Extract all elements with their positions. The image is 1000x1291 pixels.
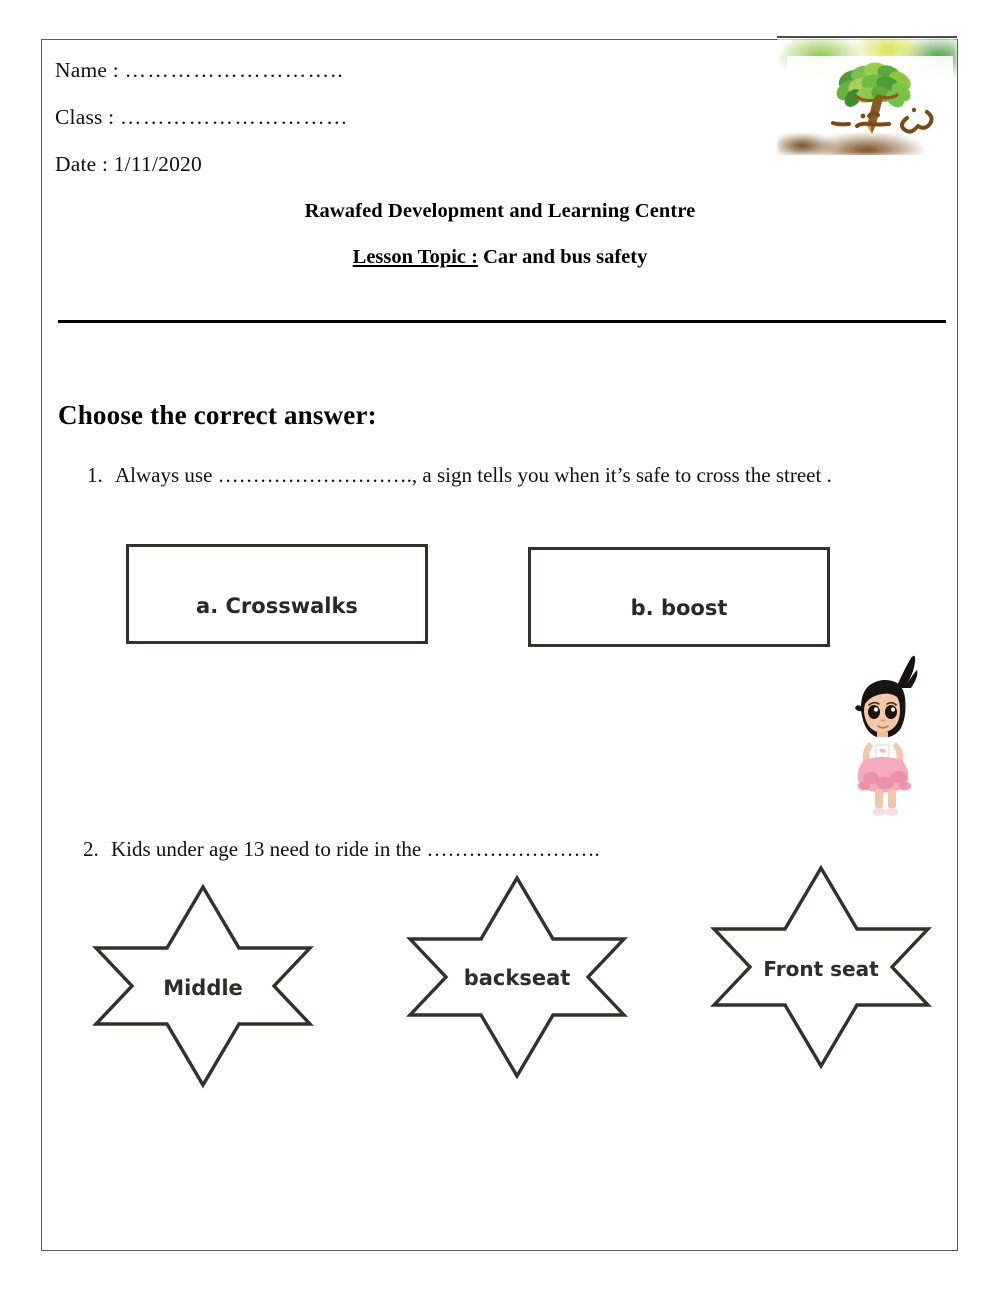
option-q1-b[interactable] [528, 547, 830, 647]
tree-logo-graphic [777, 38, 957, 155]
horizontal-divider [58, 320, 946, 323]
question-1-number: 1. [87, 463, 103, 487]
lesson-topic-line [0, 246, 1000, 269]
option-q1-b-label: b. boost [630, 596, 728, 620]
cartoon-girl-illustration [833, 650, 941, 821]
name-dotted-line[interactable]: ……………………….. [124, 58, 345, 82]
option-q1-a-label: a. Crosswalks [196, 594, 358, 618]
option-q2-backseat[interactable] [401, 866, 633, 1088]
option-q1-a[interactable] [126, 544, 428, 644]
date-field-row [55, 152, 202, 177]
question-1 [87, 463, 832, 488]
option-q2-middle[interactable] [87, 875, 319, 1097]
name-field-row [55, 58, 344, 83]
question-2-number: 2. [83, 837, 99, 861]
centre-title: Rawafed Development and Learning Centre [304, 200, 696, 222]
question-2-text: Kids under age 13 need to ride in the ……………………. [111, 837, 600, 861]
class-label: Class : [55, 105, 120, 129]
option-q2-front-seat[interactable] [705, 856, 937, 1078]
cartoon-girl-graphic [833, 650, 941, 821]
date-label: Date : [55, 152, 114, 176]
date-value: 1/11/2020 [113, 152, 202, 176]
question-2 [83, 837, 600, 862]
name-label: Name : [55, 58, 125, 82]
class-dotted-line[interactable]: ………………………… [119, 105, 349, 129]
option-q2-backseat-label: backseat [463, 966, 571, 990]
lesson-topic-value: Car and bus safety [477, 246, 648, 268]
class-field-row [55, 105, 349, 130]
instruction-heading: Choose the correct answer: [58, 400, 377, 430]
rawafed-logo [777, 36, 957, 155]
lesson-topic-label: Lesson Topic : [352, 246, 478, 268]
option-q2-front-seat-label: Front seat [763, 957, 879, 981]
option-q2-middle-label: Middle [163, 976, 243, 1000]
question-1-text: Always use ………………………., a sign tells you when it’s safe to cross the street . [115, 463, 832, 487]
